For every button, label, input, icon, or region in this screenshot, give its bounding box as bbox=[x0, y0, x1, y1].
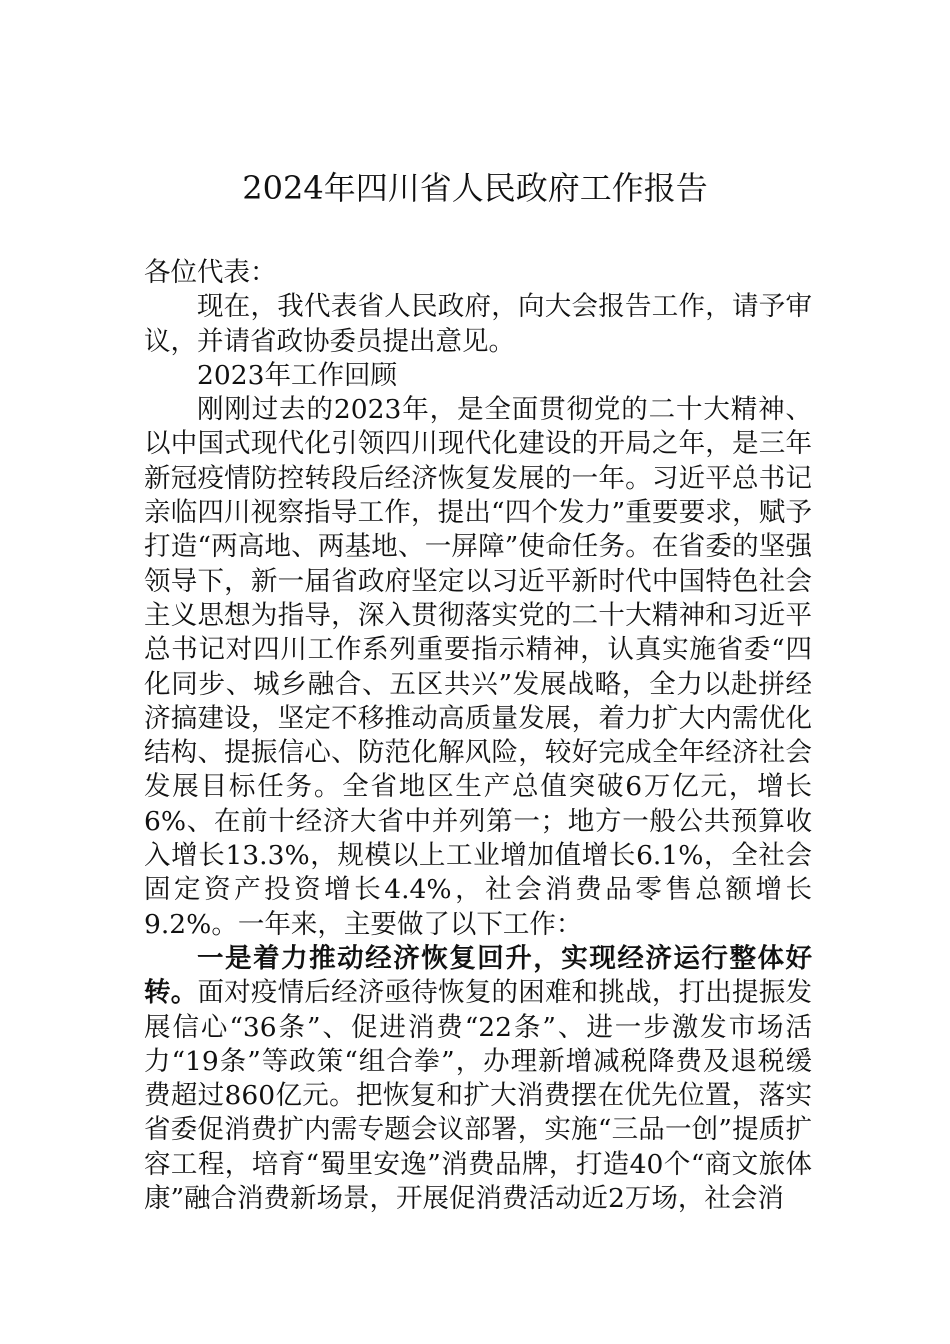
point-one-text: 面对疫情后经济亟待恢复的困难和挑战，打出提振发展信心“36条”、促进消费“22条”、进一步激发市场活力“19条”等政策“组合拳”，办理新增减税降费及退税缓费超过860亿元。把恢复和扩大消费摆在优先位置，落实省委促消费扩内需专题会议部署，实施“三品一创”提质扩容工程，培育“蜀里安逸”消费品牌，打造40个“商文旅体康”融合消费新场景，开展促消费活动近2万场，社会消 bbox=[144, 977, 813, 1215]
point-one-lead: 一是着力推动经济恢复回升，实现经济运行整体好转。 bbox=[144, 942, 812, 1009]
document-body bbox=[144, 256, 812, 1216]
salutation: 各位代表： bbox=[144, 257, 277, 288]
section-heading: 2023年工作回顾 bbox=[197, 359, 397, 391]
intro-paragraph: 现在，我代表省人民政府，向大会报告工作，请予审议，并请省政协委员提出意见。 bbox=[144, 291, 812, 357]
document-title: 2024年四川省人民政府工作报告 bbox=[242, 169, 708, 207]
point-one-paragraph bbox=[144, 942, 812, 1216]
review-paragraph: 刚刚过去的2023年，是全面贯彻党的二十大精神、以中国式现代化引领四川现代化建设的开局之年，是三年新冠疫情防控转段后经济恢复发展的一年。习近平总书记亲临四川视察指导工作，提出“四个发力”重要要求，赋予打造“两高地、两基地、一屏障”使命任务。在省委的坚强领导下，新一届省政府坚定以习近平新时代中国特色社会主义思想为指导，深入贯彻落实党的二十大精神和习近平总书记对四川工作系列重要指示精神，认真实施省委“四化同步、城乡融合、五区共兴”发展战略，全力以赴拼经济搞建设，坚定不移推动高质量发展，着力扩大内需优化结构、提振信心、防范化解风险，较好完成全年经济社会发展目标任务。全省地区生产总值突破6万亿元，增长6%、在前十经济大省中并列第一；地方一般公共预算收入增长13.3%，规模以上工业增加值增长6.1%，全社会固定资产投资增长4.4%，社会消费品零售总额增长9.2%。一年来，主要做了以下工作： bbox=[144, 394, 812, 940]
